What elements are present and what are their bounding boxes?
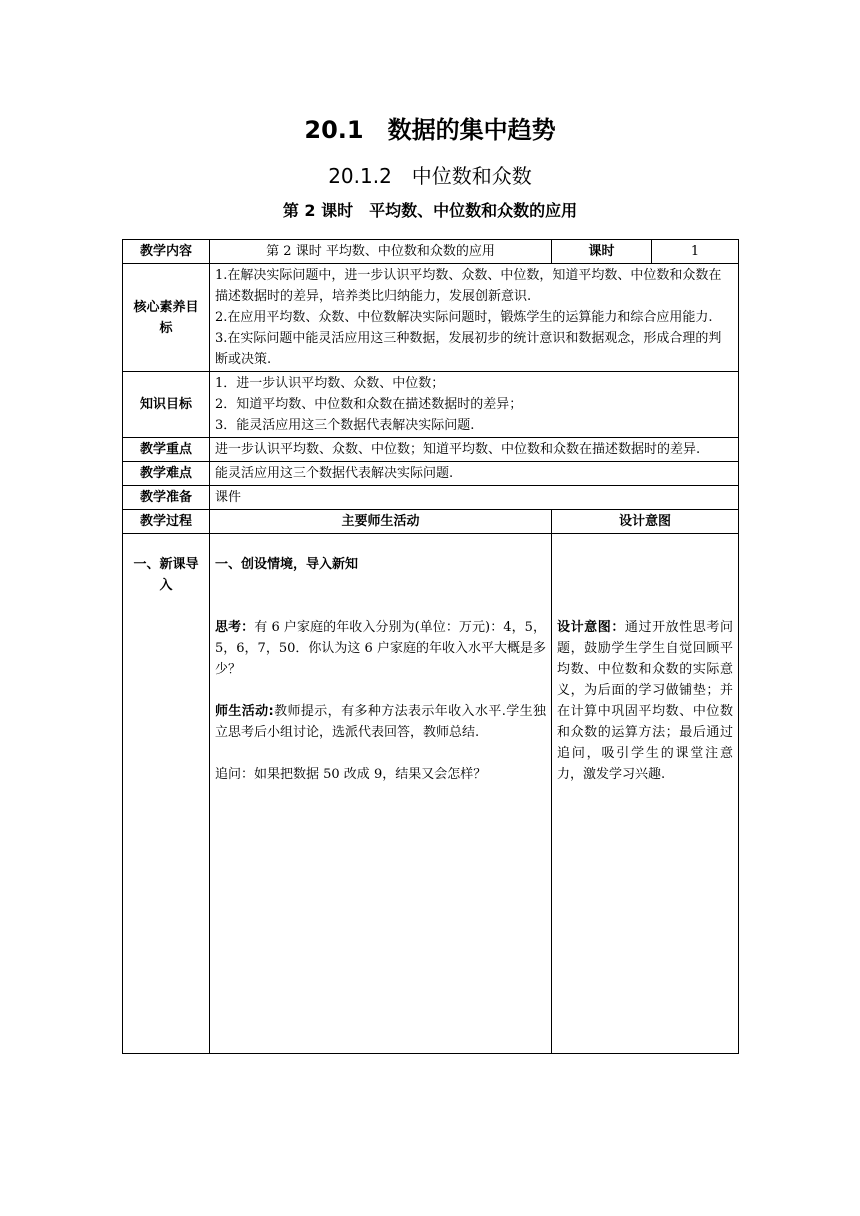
prep-value: 课件 — [210, 486, 739, 510]
content-value: 第 2 课时 平均数、中位数和众数的应用 — [210, 240, 552, 264]
section-heading: 一、创设情境，导入新知 — [215, 557, 359, 572]
difficult-label: 教学难点 — [123, 462, 210, 486]
intent-cell — [552, 534, 739, 1054]
activity-text: 教师提示，有多种方法表示年收入水平.学生独立思考后小组讨论，选派代表回答，教师总结. — [215, 704, 547, 740]
prep-label: 教学准备 — [123, 486, 210, 510]
knowledge-label: 知识目标 — [123, 372, 210, 438]
key-label: 教学重点 — [123, 438, 210, 462]
think-label: 思考： — [215, 620, 255, 635]
intent-bold: 设计意图： — [557, 620, 625, 635]
knowledge-item-3: 3．能灵活应用这三个数据代表解决实际问题. — [215, 418, 475, 433]
think-text: 有 6 户家庭的年收入分别为(单位：万元)：4，5，5，6，7，50．你认为这 6 户家庭的年收入水平大概是多少？ — [215, 620, 547, 677]
followup-paragraph: 追问：如果把数据 50 改成 9，结果又会怎样？ — [215, 767, 487, 782]
knowledge-cell — [210, 372, 739, 438]
intent-paragraph — [557, 617, 733, 785]
row-prep — [123, 486, 739, 510]
intent-label: 设计意图 — [552, 510, 739, 534]
knowledge-item-1: 1．进一步认识平均数、众数、中位数； — [215, 376, 445, 391]
row-content — [123, 240, 739, 264]
hours-value: 1 — [652, 240, 739, 264]
content-label: 教学内容 — [123, 240, 210, 264]
process-label: 教学过程 — [123, 510, 210, 534]
activity-bold: 师生活动: — [215, 704, 274, 719]
section-label — [123, 534, 210, 1054]
activity-label: 主要师生活动 — [210, 510, 552, 534]
think-paragraph — [215, 617, 546, 680]
lesson-plan-table — [122, 239, 739, 1054]
row-core — [123, 264, 739, 372]
hours-label: 课时 — [552, 240, 652, 264]
knowledge-item-2: 2．知道平均数、中位数和众数在描述数据时的差异； — [215, 397, 523, 412]
key-value: 进一步认识平均数、众数、中位数；知道平均数、中位数和众数在描述数据时的差异. — [210, 438, 739, 462]
row-difficult — [123, 462, 739, 486]
section-subtitle: 20.1.2 中位数和众数 — [328, 164, 532, 188]
core-item-3: 3.在实际问题中能灵活应用这三种数据，发展初步的统计意识和数据观念，形成合理的判断或决策. — [215, 331, 722, 367]
row-knowledge — [123, 372, 739, 438]
core-cell — [210, 264, 739, 372]
section-label-text: 一、新课导入 — [133, 557, 199, 593]
row-process-body — [123, 534, 739, 1054]
core-item-2: 2.在应用平均数、众数、中位数解决实际问题时，锻炼学生的运算能力和综合应用能力. — [215, 310, 713, 325]
core-item-1: 1.在解决实际问题中，进一步认识平均数、众数、中位数，知道平均数、中位数和众数在描述数据时的差异，培养类比归纳能力，发展创新意识. — [215, 268, 722, 304]
row-process-header — [123, 510, 739, 534]
row-key — [123, 438, 739, 462]
activity-paragraph — [215, 701, 546, 743]
main-title: 20.1 数据的集中趋势 — [304, 116, 556, 144]
difficult-value: 能灵活应用这三个数据代表解决实际问题. — [210, 462, 739, 486]
core-label: 核心素养目标 — [123, 264, 210, 372]
lesson-title: 第 2 课时 平均数、中位数和众数的应用 — [282, 201, 578, 220]
activity-cell — [210, 534, 552, 1054]
intent-text: 通过开放性思考问题，鼓励学生学生自觉回顾平均数、中位数和众数的实际意义，为后面的学习做铺垫；并在计算中巩固平均数、中位数和众数的运算方法；最后通过追问，吸引学生的课堂注意力，激发学习兴趣. — [557, 620, 734, 782]
